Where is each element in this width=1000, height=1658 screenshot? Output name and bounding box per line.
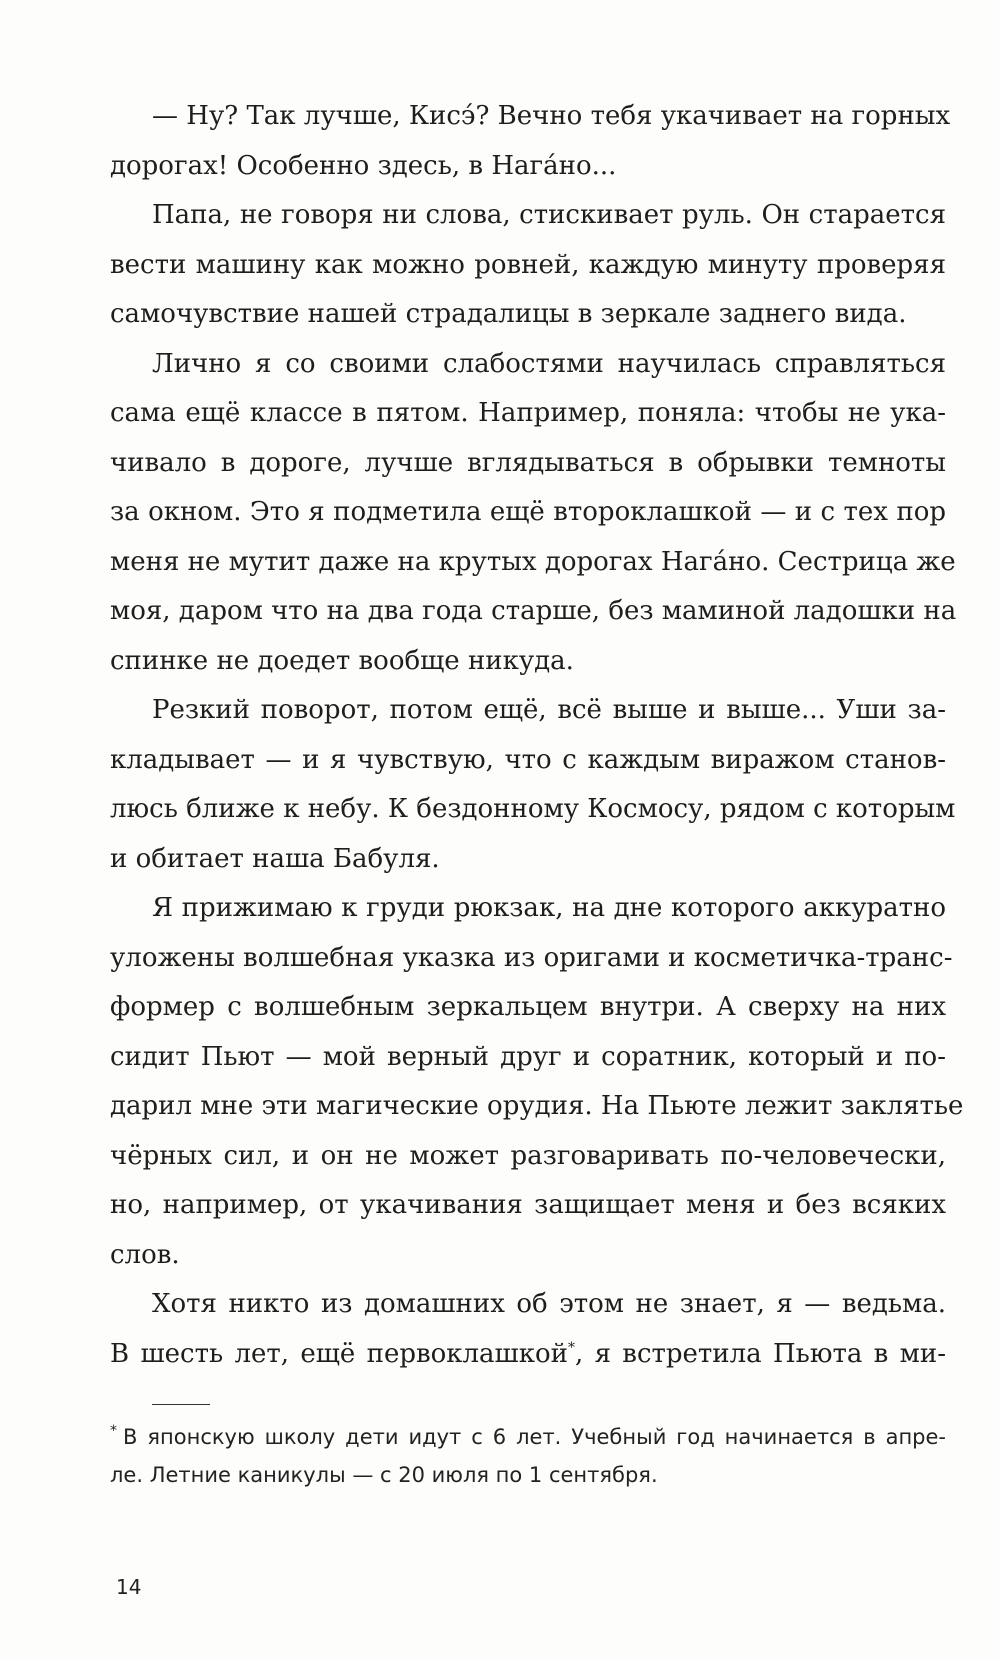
- text-line: дарил мне эти магические орудия. На Пьюте лежит заклятье: [110, 1091, 964, 1121]
- footnote-line: ле. Летние каникулы — с 20 июля по 1 сентября.: [110, 1463, 658, 1487]
- footnote: [110, 1418, 946, 1494]
- text-line: формер с волшебным зеркальцем внутри. А сверху на них: [110, 992, 946, 1022]
- footnote-divider: [152, 1404, 210, 1405]
- text-line: чивало в дороге, лучше вглядываться в обрывки темноты: [110, 447, 946, 478]
- text-line: вести машину как можно ровней, каждую минуту проверяя: [110, 249, 946, 280]
- text-line: спинке не доедет вообще никуда.: [110, 645, 574, 676]
- text-line: за окном. Это я подметила ещё второклашкой — и с тех пор: [110, 497, 946, 527]
- footnote-reference[interactable]: *: [567, 1339, 575, 1356]
- text-line: уложены волшебная указка из оригами и косметичка-транс-: [110, 942, 953, 973]
- text-line: самочувствие нашей страдалицы в зеркале заднего вида.: [110, 299, 907, 329]
- page-number: 14: [116, 1575, 142, 1599]
- text-line: Я прижимаю к груди рюкзак, на дне которого аккуратно: [152, 893, 946, 923]
- footnote-text: В японскую школу дети идут с 6 лет. Учебный год начинается в апре-: [123, 1425, 946, 1449]
- text-line: Лично я со своими слабостями научилась справляться: [152, 348, 946, 379]
- main-text: [110, 92, 964, 1379]
- text-line-with-footnote: В шесть лет, ещё первоклашкой*, я встретила Пьюта в ми-: [110, 1338, 946, 1369]
- text-line: — Ну? Так лучше, Кисэ́? Вечно тебя укачивает на горных: [152, 101, 951, 131]
- text-line: и обитает наша Бабуля.: [110, 843, 440, 874]
- text-line: слов.: [110, 1239, 180, 1270]
- text-line: моя, даром что на два года старше, без маминой ладошки на: [110, 596, 957, 626]
- text-line: люсь ближе к небу. К бездонному Космосу, рядом с которым: [110, 794, 956, 824]
- footnote-line: [110, 1418, 946, 1456]
- text-line: сама ещё классе в пятом. Например, поняла: чтобы не ука-: [110, 398, 946, 428]
- text-line: сидит Пьют — мой верный друг и соратник, который и по-: [110, 1041, 946, 1072]
- text-line: Папа, не говоря ни слова, стискивает руль. Он старается: [152, 200, 946, 230]
- text-line: чёрных сил, и он не может разговаривать по-человечески,: [110, 1140, 946, 1171]
- text-line: Хотя никто из домашних об этом не знает, я — ведьма.: [152, 1289, 946, 1319]
- text-segment: я встретила Пьюта в ми-: [594, 1338, 946, 1369]
- text-line: но, например, от укачивания защищает меня и без всяких: [110, 1190, 946, 1220]
- text-line: кладывает — и я чувствую, что с каждым виражом станов-: [110, 744, 946, 775]
- text-line: меня не мутит даже на крутых дорогах Нага́но. Сестрица же: [110, 546, 956, 577]
- text-line: Резкий поворот, потом ещё, всё выше и выше... Уши за-: [152, 695, 946, 725]
- text-line: дорогах! Особенно здесь, в Нага́но...: [110, 150, 617, 181]
- text-segment: В шесть лет, ещё первоклашкой: [110, 1338, 568, 1369]
- footnote-marker: *: [110, 1423, 117, 1439]
